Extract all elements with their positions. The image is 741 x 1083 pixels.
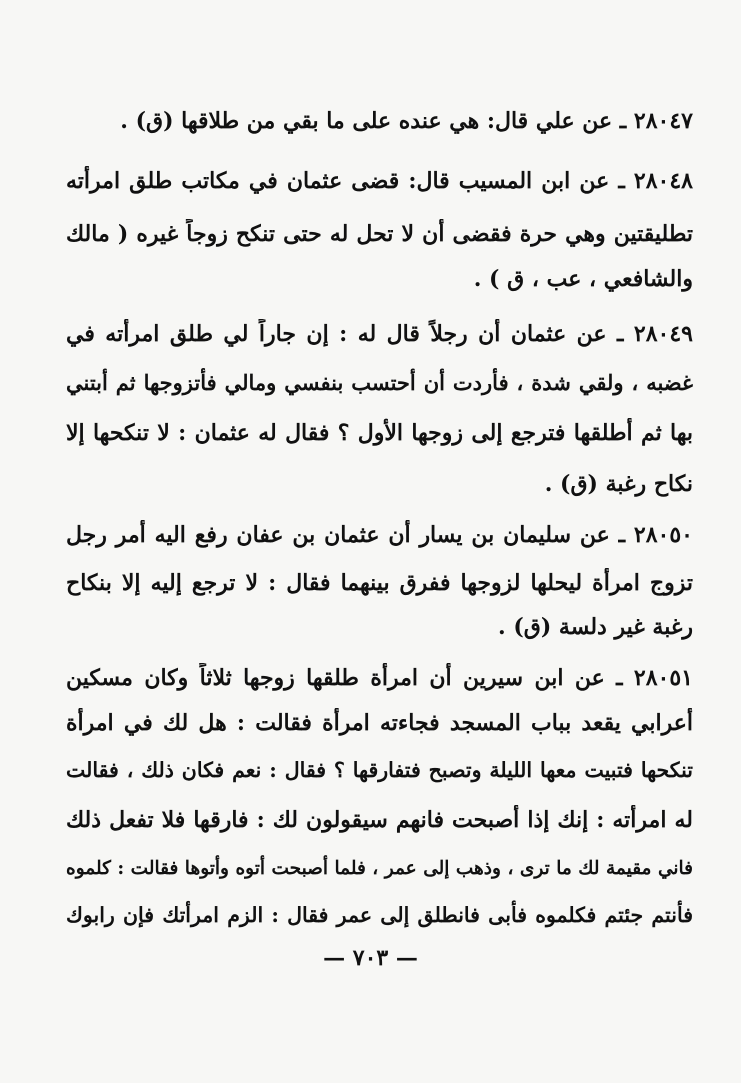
hadith-28049-line-4: نكاح رغبة (ق) . <box>544 471 693 497</box>
hadith-28051-line-3: تنكحها فتبيت معها الليلة وتصبح فتفارقها ؟ فقال : نعم فكان ذلك ، فقالت <box>66 758 693 782</box>
hadith-28051-line-5: فاني مقيمة لك ما ترى ، وذهب إلى عمر ، فلما أصبحت أتوه وأتوها فقالت : كلموه <box>66 858 693 879</box>
hadith-28048-line-1: ٢٨٠٤٨ ـ عن ابن المسيب قال: قضى عثمان في مكاتب طلق امرأته <box>66 168 693 194</box>
hadith-28051-line-2: أعرابي يقعد بباب المسجد فجاءته امرأة فقالت : هل لك في امرأة <box>66 710 693 736</box>
page-number: — ٧٠٣ — <box>323 945 418 971</box>
hadith-28050-line-3: رغبة غير دلسة (ق) . <box>498 614 693 640</box>
hadith-28049-line-1: ٢٨٠٤٩ ـ عن عثمان أن رجلاً قال له : إن جاراً لي طلق امرأته في <box>66 321 693 347</box>
hadith-28048-line-2: تطليقتين وهي حرة فقضى أن لا تحل له حتى تنكح زوجاً غيره ( مالك <box>66 221 693 247</box>
hadith-28050-line-2: تزوج امرأة ليحلها لزوجها ففرق بينهما فقال : لا ترجع إليه إلا بنكاح <box>66 570 693 596</box>
hadith-28049-line-3: بها ثم أطلقها فترجع إلى زوجها الأول ؟ فقال له عثمان : لا تنكحها إلا <box>66 420 693 446</box>
hadith-28051-line-6: فأنتم جئتم فكلموه فأبى فانطلق إلى عمر فقال : الزم امرأتك فإن رابوك <box>66 903 693 927</box>
hadith-28049-line-2: غضبه ، ولقي شدة ، فأردت أن أحتسب بنفسي ومالي فأتزوجها ثم أبتني <box>66 370 693 395</box>
hadith-28050-line-1: ٢٨٠٥٠ ـ عن سليمان بن يسار أن عثمان بن عفان رفع اليه أمر رجل <box>66 522 693 548</box>
hadith-28051-line-4: له امرأته : إنك إذا أصبحت فانهم سيقولون لك : فارقها فلا تفعل ذلك <box>66 807 693 833</box>
hadith-28047-line-1: ٢٨٠٤٧ ـ عن علي قال: هي عنده على ما بقي من طلاقها (ق) . <box>120 108 693 134</box>
hadith-28051-line-1: ٢٨٠٥١ ـ عن ابن سيرين أن امرأة طلقها زوجها ثلاثاً وكان مسكين <box>66 665 693 691</box>
hadith-28048-line-3: والشافعي ، عب ، ق ) . <box>473 266 693 292</box>
